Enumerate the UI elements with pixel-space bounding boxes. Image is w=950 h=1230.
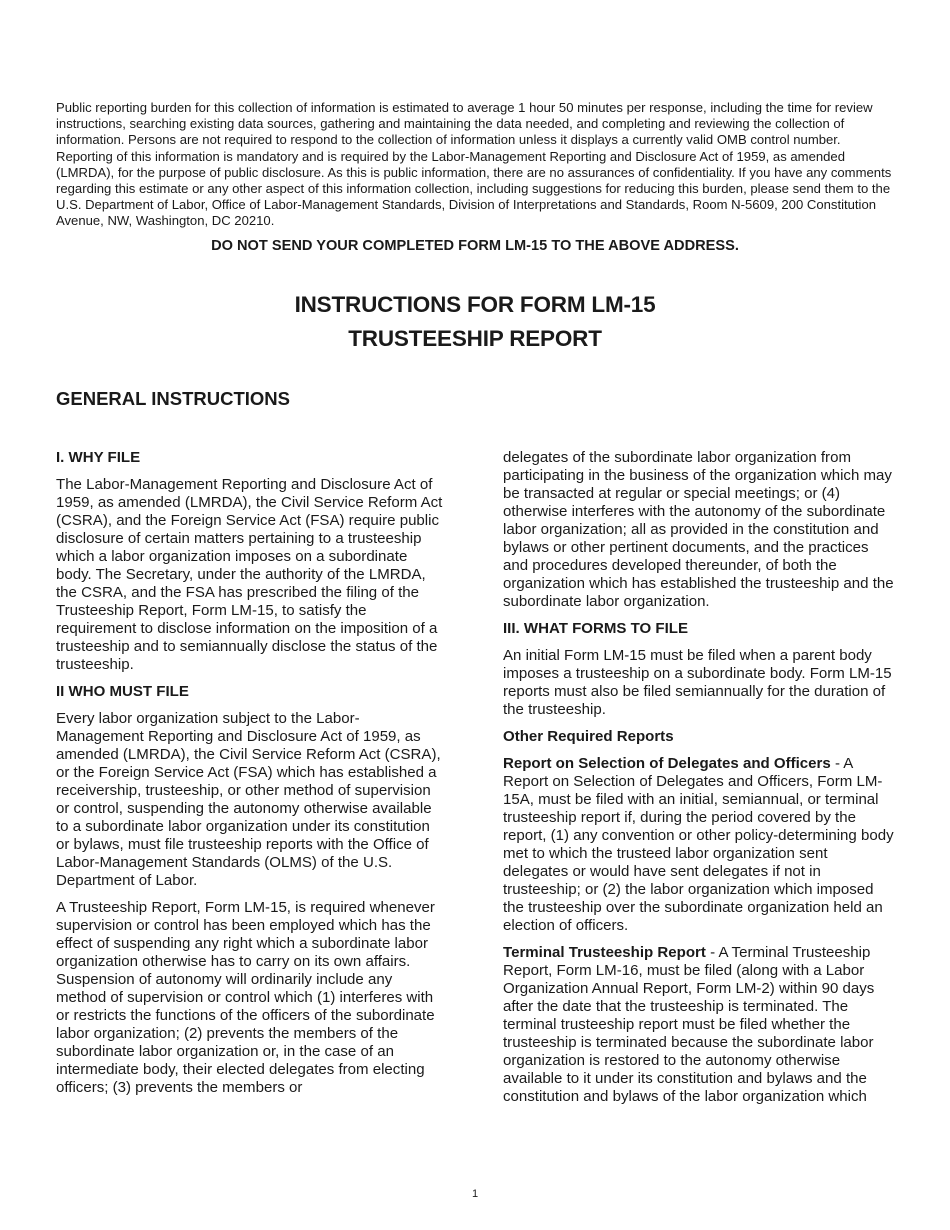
right-column (503, 449, 895, 1116)
who-must-file-heading: II WHO MUST FILE (56, 683, 189, 701)
mailing-warning: DO NOT SEND YOUR COMPLETED FORM LM-15 TO THE ABOVE ADDRESS. (211, 238, 739, 254)
other-reports-heading: Other Required Reports (503, 728, 674, 746)
why-file-paragraph: The Labor-Management Reporting and Disclosure Act of 1959, as amended (LMRDA), the Civil Service Reform Act (CSRA), and the Foreign Service Act (FSA) require public disclosure of certain matters pertaining to a trusteeship which a labor organization imposes on a subordinate body. The Secretary, under the authority of the LMRDA, the CSRA, and the FSA has prescribed the filing of the Trusteeship Report, Form LM-15, to satisfy the requirement to disclose information on the imposition of a trusteeship and to semiannually disclose the status of the trusteeship. (56, 476, 443, 674)
page-number: 1 (471, 1188, 479, 1200)
terminal-label: Terminal Trusteeship Report (503, 944, 706, 962)
delegates-label: Report on Selection of Delegates and Officers (503, 755, 831, 773)
document-subtitle: TRUSTEESHIP REPORT (348, 326, 602, 351)
burden-statement: Public reporting burden for this collection of information is estimated to average 1 hour 50 minutes per response, including the time for review instructions, searching existing data sources, gathering and maintaining the data needed, and completing and reviewing the collection of information. Persons are not required to respond to the collection of information unless it displays a currently valid OMB control number. Reporting of this information is mandatory and is required by the Labor-Management Reporting and Disclosure Act of 1959, as amended (LMRDA), for the purpose of public disclosure. As this is public information, there are no assurances of confidentiality. If you have any comments regarding this estimate or any other aspect of this information collection, including suggestions for reducing this burden, please send them to the U.S. Department of Labor, Office of Labor-Management Standards, Division of Interpretations and Standards, Room N-5609, 200 Constitution Avenue, NW, Washington, DC 20210. (56, 100, 892, 229)
delegates-text: - A Report on Selection of Delegates and Officers, Form LM-15A, must be filed with an initial, semiannual, or terminal trusteeship report if, during the period covered by the report, (1) any convention or other policy-determining body met to which the trusteed labor organization sent delegates or would have sent delegates if not in trusteeship; or (2) the labor organization which imposed the trusteeship over the subordinate organization held an election of officers. (503, 755, 894, 935)
terminal-paragraph (503, 944, 895, 1106)
general-instructions-heading: GENERAL INSTRUCTIONS (56, 388, 291, 409)
continued-paragraph: delegates of the subordinate labor organization from participating in the business of the organization which may be transacted at regular or special meetings; or (4) otherwise interferes with the autonomy of the subordinate labor organization; all as provided in the constitution and bylaws or other pertinent documents, and the practices and procedures developed thereunder, of both the organization which has established the trusteeship and the subordinate labor organization. (503, 449, 894, 611)
who-must-file-paragraph-2: A Trusteeship Report, Form LM-15, is required whenever supervision or control has been employed which has the effect of suspending any right which a subordinate labor organization otherwise has to carry on its own affairs. Suspension of autonomy will ordinarily include any method of supervision or control which (1) interferes with or restricts the functions of the officers of the subordinate labor organization; (2) prevents the members of the subordinate labor organization or, in the case of an intermediate body, their elected delegates from electing officers; (3) prevents the members or (56, 899, 435, 1097)
left-column (56, 449, 446, 1107)
why-file-heading: I. WHY FILE (56, 449, 141, 466)
who-must-file-paragraph-1: Every labor organization subject to the Labor-Management Reporting and Disclosure Act of 1959, as amended (LMRDA), the Civil Service Reform Act (CSRA), or the Foreign Service Act (FSA) which has established a receivership, trusteeship, or other method of supervision or control, suspending the autonomy otherwise available to a subordinate labor organization under its constitution or bylaws, must file trusteeship reports with the Office of Labor-Management Standards (OLMS) of the U.S. Department of Labor. (56, 710, 441, 890)
terminal-text: - A Terminal Trusteeship Report, Form LM-16, must be filed (along with a Labor Organization Annual Report, Form LM-2) within 90 days after the date that the trusteeship is terminated. The terminal trusteeship report must be filed whether the trusteeship is terminated because the subordinate labor organization is restored to the autonomy otherwise available to it under its constitution and bylaws and the constitution and bylaws of the labor organization which (503, 944, 875, 1106)
what-forms-heading: III. WHAT FORMS TO FILE (503, 620, 689, 638)
document-title: INSTRUCTIONS FOR FORM LM-15 (294, 292, 656, 317)
what-forms-paragraph: An initial Form LM-15 must be filed when a parent body imposes a trusteeship on a subordinate body. Form LM-15 reports must also be filed semiannually for the duration of the trusteeship. (503, 647, 892, 719)
delegates-paragraph (503, 755, 895, 935)
